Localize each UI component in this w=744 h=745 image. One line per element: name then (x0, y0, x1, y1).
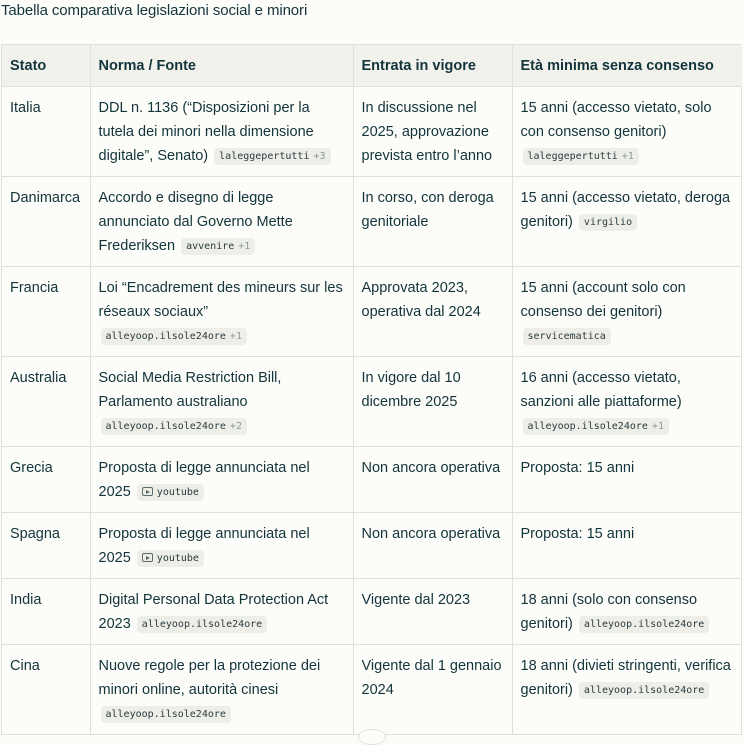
source-chip[interactable] (579, 616, 709, 633)
cell-vigore: Approvata 2023, operativa dal 2024 (353, 267, 512, 357)
cell-eta: Proposta: 15 anni (512, 447, 742, 513)
cell-stato: Australia (2, 357, 90, 447)
cell-eta: 15 anni (accesso vietato, solo con consenso genitori) laleggepertutti +1 (512, 87, 742, 177)
source-chip-label: virgilio (583, 217, 633, 228)
table-title: Tabella comparativa legislazioni social e minori (1, 2, 308, 19)
cell-vigore: Non ancora operativa (353, 513, 512, 579)
cell-stato: Danimarca (2, 177, 90, 267)
source-chip[interactable] (523, 418, 669, 435)
source-chip-label: laleggepertutti (219, 151, 310, 162)
source-chip-label: laleggepertutti (527, 151, 618, 162)
cell-eta: 18 anni (solo con consenso genitori) alleyoop.ilsole24ore (512, 579, 742, 645)
cell-norma: Proposta di legge annunciata nel 2025 youtube (90, 513, 353, 579)
source-chip[interactable] (579, 682, 709, 699)
source-chip[interactable] (523, 328, 611, 345)
cell-vigore: Non ancora operativa (353, 447, 512, 513)
source-chip-label: servicematica (527, 331, 606, 342)
source-chip-label: alleyoop.ilsole24ore (583, 685, 705, 696)
source-chip-label: youtube (156, 487, 199, 498)
table-row (2, 357, 742, 447)
comparison-table-container (1, 44, 742, 735)
cell-norma: Accordo e disegno di legge annunciato dal Governo Mette Frederiksen avvenire +1 (90, 177, 353, 267)
source-chip[interactable] (579, 214, 637, 231)
source-chip[interactable] (101, 706, 231, 723)
table-row (2, 645, 742, 735)
header-norma-fonte: Norma / Fonte (90, 45, 353, 87)
source-chip-more: +3 (313, 151, 326, 162)
cell-norma: Digital Personal Data Protection Act 2023 alleyoop.ilsole24ore (90, 579, 353, 645)
source-chip-label: alleyoop.ilsole24ore (105, 331, 226, 342)
table-row (2, 579, 742, 645)
table-row (2, 447, 742, 513)
cell-stato: Italia (2, 87, 90, 177)
source-chip-label: alleyoop.ilsole24ore (527, 421, 648, 432)
source-chip[interactable] (181, 238, 255, 255)
cell-stato: Spagna (2, 513, 90, 579)
source-chip[interactable] (137, 616, 267, 633)
source-chip-more: +1 (238, 241, 251, 252)
header-eta-minima: Età minima senza consenso (512, 45, 742, 87)
cell-stato: Francia (2, 267, 90, 357)
cell-vigore: Vigente dal 2023 (353, 579, 512, 645)
source-chip-label: youtube (156, 553, 199, 564)
source-chip-label: alleyoop.ilsole24ore (105, 421, 226, 432)
scroll-indicator[interactable] (358, 729, 386, 745)
comparison-table (2, 45, 742, 735)
video-icon (142, 553, 153, 562)
table-row (2, 177, 742, 267)
source-chip-more: +1 (651, 421, 664, 432)
table-row (2, 267, 742, 357)
video-icon (142, 487, 153, 496)
source-chip-label: avvenire (186, 241, 235, 252)
cell-vigore: In discussione nel 2025, approvazione prevista entro l’anno (353, 87, 512, 177)
source-chip[interactable] (101, 418, 247, 435)
cell-eta: 15 anni (accesso vietato, deroga genitori) virgilio (512, 177, 742, 267)
cell-stato: Cina (2, 645, 90, 735)
table-row (2, 87, 742, 177)
cell-eta: 16 anni (accesso vietato, sanzioni alle piattaforme) alleyoop.ilsole24ore +1 (512, 357, 742, 447)
cell-eta: Proposta: 15 anni (512, 513, 742, 579)
table-header-row (2, 45, 742, 87)
source-chip-more: +2 (229, 421, 242, 432)
cell-norma: Loi “Encadrement des mineurs sur les réseaux sociaux” alleyoop.ilsole24ore +1 (90, 267, 353, 357)
cell-eta: 18 anni (divieti stringenti, verifica genitori) alleyoop.ilsole24ore (512, 645, 742, 735)
cell-vigore: Vigente dal 1 gennaio 2024 (353, 645, 512, 735)
cell-stato: Grecia (2, 447, 90, 513)
cell-norma: DDL n. 1136 (“Disposizioni per la tutela dei minori nella dimensione digitale”, Senato) laleggepertutti +3 (90, 87, 353, 177)
source-chip-more: +1 (621, 151, 634, 162)
source-chip[interactable] (137, 550, 204, 567)
cell-norma: Social Media Restriction Bill, Parlamento australiano alleyoop.ilsole24ore +2 (90, 357, 353, 447)
source-chip-more: +1 (229, 331, 242, 342)
source-chip-label: alleyoop.ilsole24ore (105, 709, 226, 720)
cell-stato: India (2, 579, 90, 645)
source-chip-label: alleyoop.ilsole24ore (583, 619, 705, 630)
cell-norma: Nuove regole per la protezione dei minori online, autorità cinesi alleyoop.ilsole24ore (90, 645, 353, 735)
cell-norma: Proposta di legge annunciata nel 2025 youtube (90, 447, 353, 513)
source-chip[interactable] (523, 148, 639, 165)
cell-vigore: In vigore dal 10 dicembre 2025 (353, 357, 512, 447)
header-entrata-in-vigore: Entrata in vigore (353, 45, 512, 87)
header-stato: Stato (2, 45, 90, 87)
source-chip[interactable] (137, 484, 204, 501)
source-chip[interactable] (101, 328, 247, 345)
source-chip[interactable] (214, 148, 330, 165)
source-chip-label: alleyoop.ilsole24ore (141, 619, 263, 630)
cell-vigore: In corso, con deroga genitoriale (353, 177, 512, 267)
table-row (2, 513, 742, 579)
cell-eta: 15 anni (account solo con consenso dei genitori) servicematica (512, 267, 742, 357)
